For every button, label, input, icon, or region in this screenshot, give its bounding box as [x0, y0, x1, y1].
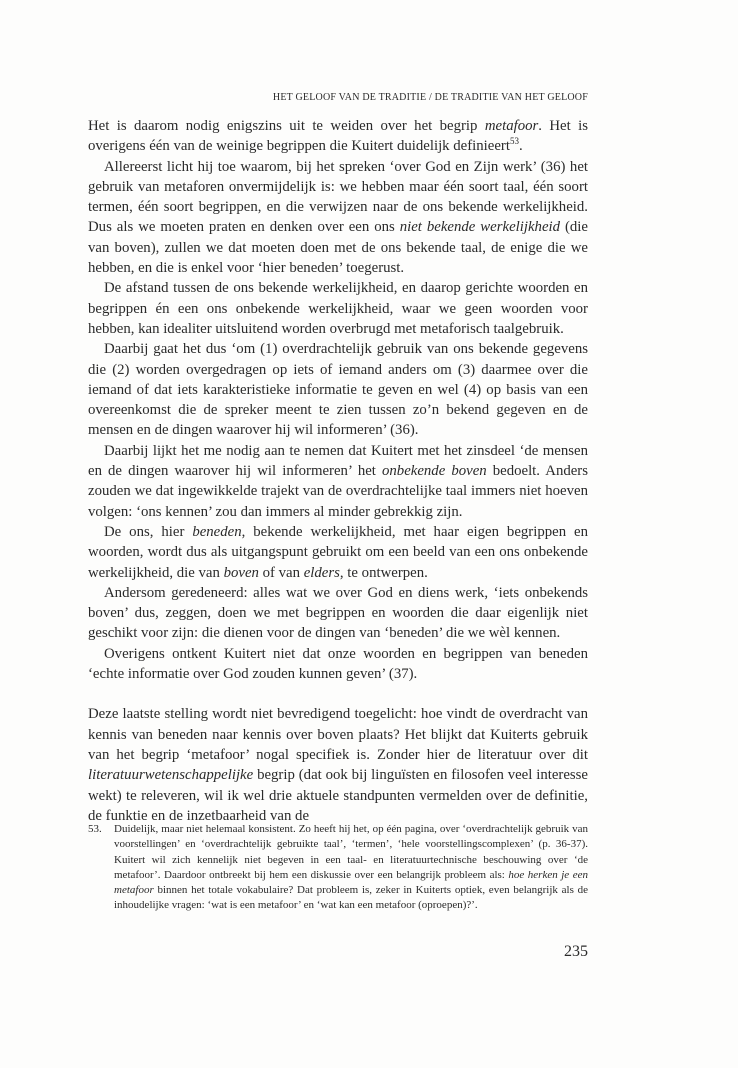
body-text: [88, 116, 588, 826]
running-header: HET GELOOF VAN DE TRADITIE / DE TRADITIE VAN HET GELOOF: [272, 92, 588, 103]
paragraph-3: De afstand tussen de ons bekende werkelijkheid, en daarop gerichte woorden en begrippen én een ons onbekende werkelijkheid, waar we geen woorden voor hebben, kan idealiter uitsluitend worden overbrugd met metaforisch taalgebruik.: [88, 280, 588, 337]
paragraph-1: Het is daarom nodig enigszins uit te weiden over het begrip metafoor. Het is overigens één van de weinige begrippen die Kuitert duidelijk definieert$^{53}$.: [88, 118, 588, 155]
paragraph-2: Allereerst licht hij toe waarom, bij het spreken ‘over God en Zijn werk’ (36) het gebruik van metaforen onvermijdelijk is: we hebben maar één soort taal, één soort termen, één soort begrippen, en die verwijzen naar de ons bekende werkelijkheid. Dus als we moeten praten en denken over een ons niet bekende werkelijkheid (die van boven), zullen we dat moeten doen met de ons bekende taal, de enige die we hebben, en die is enkel voor ‘hier beneden’ toegerust.: [88, 158, 588, 277]
page-number: 235: [564, 943, 588, 960]
footnote-text: Duidelijk, maar niet helemaal konsistent. Zo heeft hij het, op één pagina, over ‘overdrachtelijk gebruik van voorstellingen’ en ‘overdrachtelijk gebruikte taal’, ‘termen’, ‘hele voorstellingscomplexen’ (p. 36-37). Kuitert wil zich kennelijk niet begeven in een taal- en literatuurtechnische beschouwing over ‘de metafoor’. Daardoor ontbreekt bij hem een diskussie over een belangrijk probleem als: hoe herken je een metafoor binnen het totale vokabulaire? Dat probleem is, zeker in Kuiterts optiek, even belangrijk als de inhoudelijke vragen: ‘wat is een metafoor’ en ‘wat kan een metafoor (oproepen)?’.: [114, 823, 588, 912]
paragraph-9: Deze laatste stelling wordt niet bevredigend toegelicht: hoe vindt de overdracht van kennis van beneden naar kennis over boven plaats? Het blijkt dat Kuiterts gebruik van het begrip ‘metafoor’ nogal specifiek is. Zonder hier de literatuur over dit literatuurwetenschappelijke begrip (dat ook bij linguïsten en filosofen veel interesse wekt) te releveren, wil ik wel drie aktuele standpunten vermelden over de definitie, de funktie en de inzetbaarheid van de: [88, 706, 588, 824]
paragraph-5: Daarbij lijkt het me nodig aan te nemen dat Kuitert met het zinsdeel ‘de mensen en de dingen waarover hij wil informeren’ het onbekende boven bedoelt. Anders zouden we dat ingewikkelde trajekt van de overdrachtelijke taal immers niet hoeven volgen: ‘ons kennen’ zou dan immers al minder gebrekkig zijn.: [88, 442, 588, 520]
footnote-number: 53.: [88, 823, 102, 835]
footnote-reference[interactable]: 53: [509, 136, 519, 147]
paragraph-4: Daarbij gaat het dus ‘om (1) overdrachtelijk gebruik van ons bekende gegevens die (2) worden overgedragen op iets of iemand anders om (3) daarmee over die iemand of dat iets karakteristieke informatie te geven en wel (4) op basis van een overeenkomst die de spreker meent te zien tussen zo’n bekend gegeven en de mensen en de dingen waarover hij wil informeren’ (36).: [88, 341, 588, 439]
paragraph-6: De ons, hier beneden, bekende werkelijkheid, met haar eigen begrippen en woorden, wordt dus als uitgangspunt gebruikt om een beeld van een ons onbekende werkelijkheid, die van boven of van elders, te ontwerpen.: [88, 523, 588, 581]
paragraph-8: Overigens ontkent Kuitert niet dat onze woorden en begrippen van beneden ‘echte informatie over God zouden kunnen geven’ (37).: [88, 645, 588, 683]
footnote-53: [88, 822, 588, 914]
paragraph-7: Andersom geredeneerd: alles wat we over God en diens werk, ‘iets onbekends boven’ dus, zeggen, doen we met begrippen en woorden die daar eigenlijk niet geschikt voor zijn: die dienen voor de dingen van ‘beneden’ die we wèl kennen.: [88, 584, 588, 642]
